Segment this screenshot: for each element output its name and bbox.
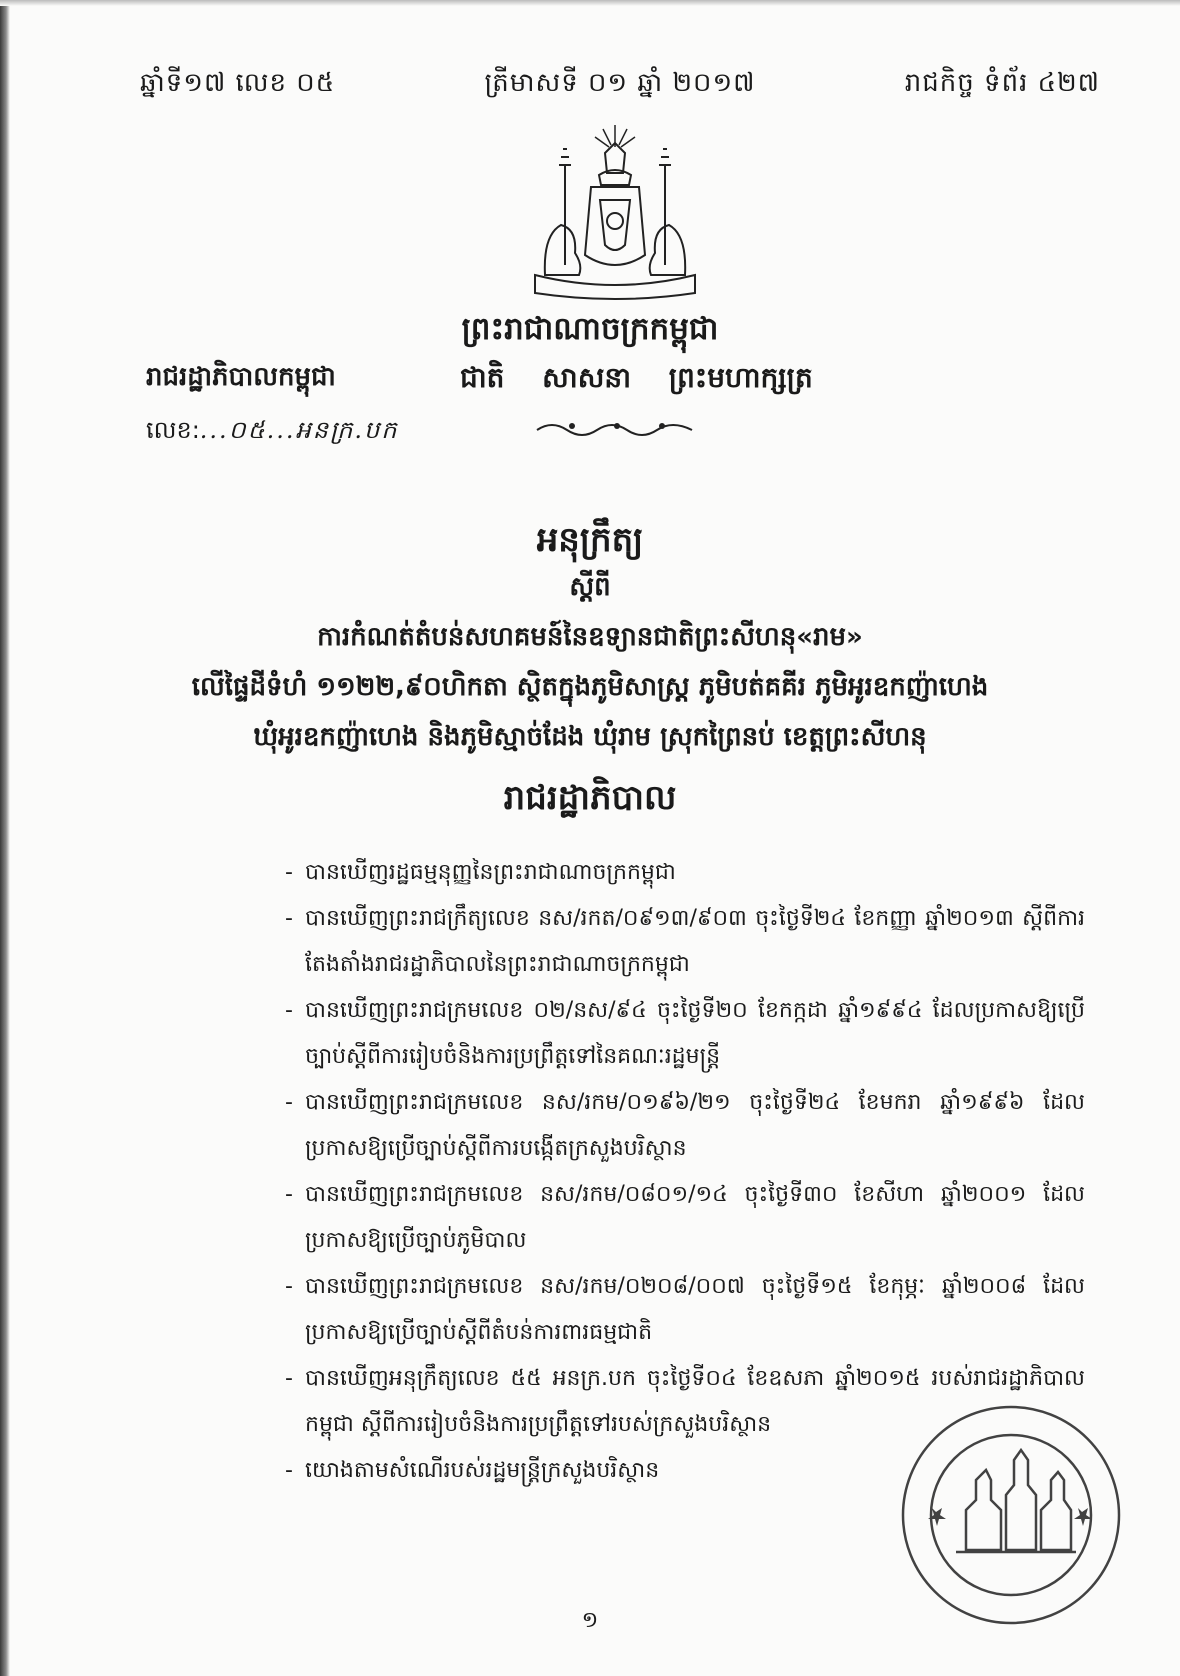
- ref-label: លេខ:: [146, 416, 200, 444]
- page-number: ១: [581, 1608, 599, 1633]
- scan-top: [0, 0, 1180, 6]
- subject-line: លើផ្ទៃដីទំហំ ១១២២,៩០ហិកតា ស្ថិតក្នុងភូមិសាស្រ្ត ភូមិបត់គគីរ ភូមិអូរឧកញ៉ាហេង: [191, 672, 989, 702]
- consideration-item: - បានឃើញរដ្ឋធម្មនុញ្ញនៃព្រះរាជាណាចក្រកម្ពុជា: [285, 850, 1085, 896]
- document-title: អនុក្រឹត្យ: [536, 520, 644, 560]
- national-motto: ជាតិ សាសនា ព្រះមហាក្សត្រ: [460, 361, 813, 394]
- document-about: ស្តីពី: [569, 572, 611, 602]
- kingdom-name: ព្រះរាជាណាចក្រកម្ពុជា: [461, 311, 719, 347]
- consideration-item: - បានឃើញព្រះរាជក្រមលេខ នស/រកម/០៨០១/១៤ ចុះថ្ងៃទី៣០ ខែសីហា ឆ្នាំ២០០១ ដែលប្រកាសឱ្យប្រើច្បាប់ភូមិបាល: [285, 1172, 1085, 1264]
- considerations-list: [285, 850, 1085, 1494]
- document-subject: [0, 612, 1180, 762]
- quarter: ត្រីមាសទី ០១ ឆ្នាំ ២០១៧: [484, 68, 756, 98]
- ref-value: ...០៥...អនក្រ.បក: [199, 416, 399, 444]
- royal-emblem-icon: [525, 125, 705, 305]
- ornament-divider-icon: [532, 416, 702, 440]
- government-heading: រាជរដ្ឋាភិបាល: [503, 778, 677, 818]
- consideration-item: - បានឃើញព្រះរាជក្រមលេខ ០២/នស/៩៤ ចុះថ្ងៃទី២០ ខែកក្កដា ឆ្នាំ១៩៩៤ ដែលប្រកាសឱ្យប្រើច្បាប់ស្តីពីការរៀបចំនិងការប្រព្រឹត្តទៅនៃគណៈរដ្ឋមន្ត្រី: [285, 988, 1085, 1080]
- consideration-item: - បានឃើញព្រះរាជក្រមលេខ នស/រកម/០១៩៦/២១ ចុះថ្ងៃទី២៤ ខែមករា ឆ្នាំ១៩៩៦ ដែលប្រកាសឱ្យប្រើច្បាប់ស្តីពីការបង្កើតក្រសួងបរិស្ថាន: [285, 1080, 1085, 1172]
- subject-line: ឃុំអូរឧកញ៉ាហេង និងភូមិស្មាច់ដែង ឃុំរាម ស្រុកព្រៃនប់ ខេត្តព្រះសីហនុ: [253, 722, 927, 752]
- subject-line: ការកំណត់តំបន់សហគមន៍នៃឧទ្យានជាតិព្រះសីហនុ«រាម»: [317, 622, 863, 652]
- gazette-page: រាជកិច្ច ទំព័រ ៤២៧: [904, 68, 1100, 98]
- reference-number: [146, 415, 399, 450]
- issuer: រាជរដ្ឋាភិបាលកម្ពុជា: [146, 362, 336, 392]
- scan-edge: [0, 0, 10, 1676]
- consideration-item: - បានឃើញព្រះរាជក្រឹត្យលេខ នស/រកត/០៩១៣/៩០៣ ចុះថ្ងៃទី២៤ ខែកញ្ញា ឆ្នាំ២០១៣ ស្តីពីការតែងតាំងរាជរដ្ឋាភិបាលនៃព្រះរាជាណាចក្រកម្ពុជា: [285, 896, 1085, 988]
- consideration-item: - បានឃើញព្រះរាជក្រមលេខ នស/រកម/០២០៨/០០៧ ចុះថ្ងៃទី១៥ ខែកុម្ភៈ ឆ្នាំ២០០៨ ដែលប្រកាសឱ្យប្រើច្បាប់ស្តីពីតំបន់ការពារធម្មជាតិ: [285, 1264, 1085, 1356]
- gazette-header: [140, 66, 1100, 104]
- official-seal-icon: [896, 1400, 1126, 1630]
- consideration-item: - យោងតាមសំណើរបស់រដ្ឋមន្ត្រីក្រសួងបរិស្ថាន: [285, 1448, 1085, 1494]
- consideration-item: - បានឃើញអនុក្រឹត្យលេខ ៥៥ អនក្រ.បក ចុះថ្ងៃទី០៤ ខែឧសភា ឆ្នាំ២០១៥ របស់រាជរដ្ឋាភិបាលកម្ពុជា ស្តីពីការរៀបចំនិងការប្រព្រឹត្តទៅរបស់ក្រសួងបរិស្ថាន: [285, 1356, 1085, 1448]
- year-issue: ឆ្នាំទី១៧ លេខ ០៥: [140, 68, 336, 98]
